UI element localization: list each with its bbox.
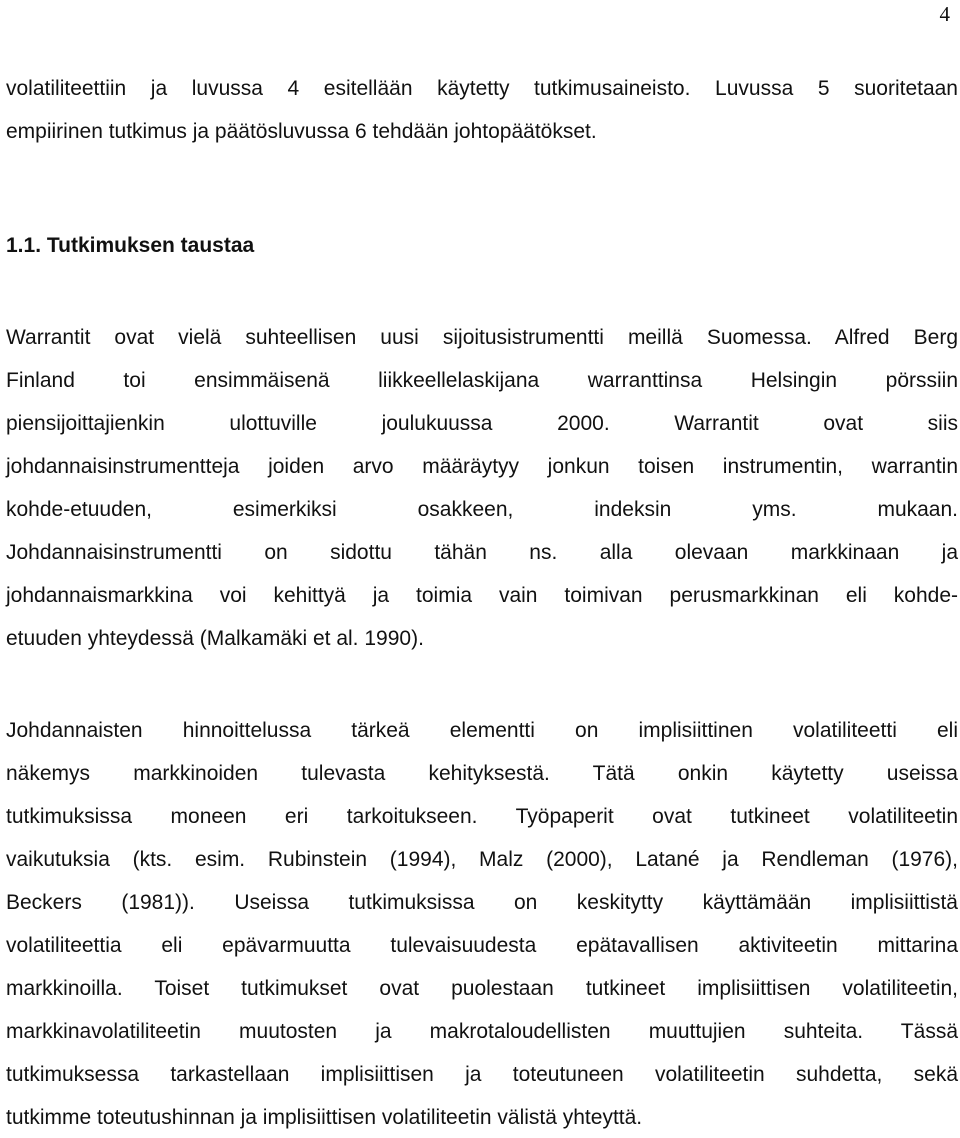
paragraph-1-line: kohde-etuuden, esimerkiksi osakkeen, indeksin yms. mukaan. xyxy=(6,498,958,521)
paragraph-2-line: markkinavolatiliteetin muutosten ja makrotaloudellisten muuttujien suhteita. Tässä xyxy=(6,1020,958,1043)
paragraph-2-line: volatiliteettia eli epävarmuutta tulevaisuudesta epätavallisen aktiviteetin mittarina xyxy=(6,934,958,957)
intro-line-1: volatiliteettiin ja luvussa 4 esitellään käytetty tutkimusaineisto. Luvussa 5 suoritetaan xyxy=(6,77,958,100)
paragraph-1-line: Finland toi ensimmäisenä liikkeellelaskijana warranttinsa Helsingin pörssiin xyxy=(6,369,958,392)
paragraph-2-line: tutkimuksissa moneen eri tarkoitukseen. Työpaperit ovat tutkineet volatiliteetin xyxy=(6,805,958,828)
paragraph-2-line: Johdannaisten hinnoittelussa tärkeä elementti on implisiittinen volatiliteetti eli xyxy=(6,719,958,742)
paragraph-1-line: Warrantit ovat vielä suhteellisen uusi sijoitusistrumentti meillä Suomessa. Alfred Berg xyxy=(6,326,958,349)
paragraph-1-line: Johdannaisinstrumentti on sidottu tähän ns. alla olevaan markkinaan ja xyxy=(6,541,958,564)
paragraph-2-line: tutkimme toteutushinnan ja implisiittisen volatiliteetin välistä yhteyttä. xyxy=(6,1106,643,1129)
paragraph-1-line: johdannaisinstrumentteja joiden arvo määräytyy jonkun toisen instrumentin, warrantin xyxy=(6,455,958,478)
paragraph-2-line: näkemys markkinoiden tulevasta kehityksestä. Tätä onkin käytetty useissa xyxy=(6,762,958,785)
intro-line-2: empiirinen tutkimus ja päätösluvussa 6 tehdään johtopäätökset. xyxy=(6,120,597,143)
page-number: 4 xyxy=(939,2,950,26)
paragraph-2-line: vaikutuksia (kts. esim. Rubinstein (1994), Malz (2000), Latané ja Rendleman (1976), xyxy=(6,848,958,871)
paragraph-1-line: johdannaismarkkina voi kehittyä ja toimia vain toimivan perusmarkkinan eli kohde- xyxy=(6,584,958,607)
paragraph-1-line: piensijoittajienkin ulottuville joulukuussa 2000. Warrantit ovat siis xyxy=(6,412,958,435)
paragraph-1-line: etuuden yhteydessä (Malkamäki et al. 1990). xyxy=(6,627,424,650)
paragraph-2-line: markkinoilla. Toiset tutkimukset ovat puolestaan tutkineet implisiittisen volatiliteetin, xyxy=(6,977,958,1000)
paragraph-2-line: tutkimuksessa tarkastellaan implisiittisen ja toteutuneen volatiliteetin suhdetta, sekä xyxy=(6,1063,958,1086)
paragraph-2-line: Beckers (1981)). Useissa tutkimuksissa on keskitytty käyttämään implisiittistä xyxy=(6,891,958,914)
section-heading: 1.1. Tutkimuksen taustaa xyxy=(6,234,255,257)
